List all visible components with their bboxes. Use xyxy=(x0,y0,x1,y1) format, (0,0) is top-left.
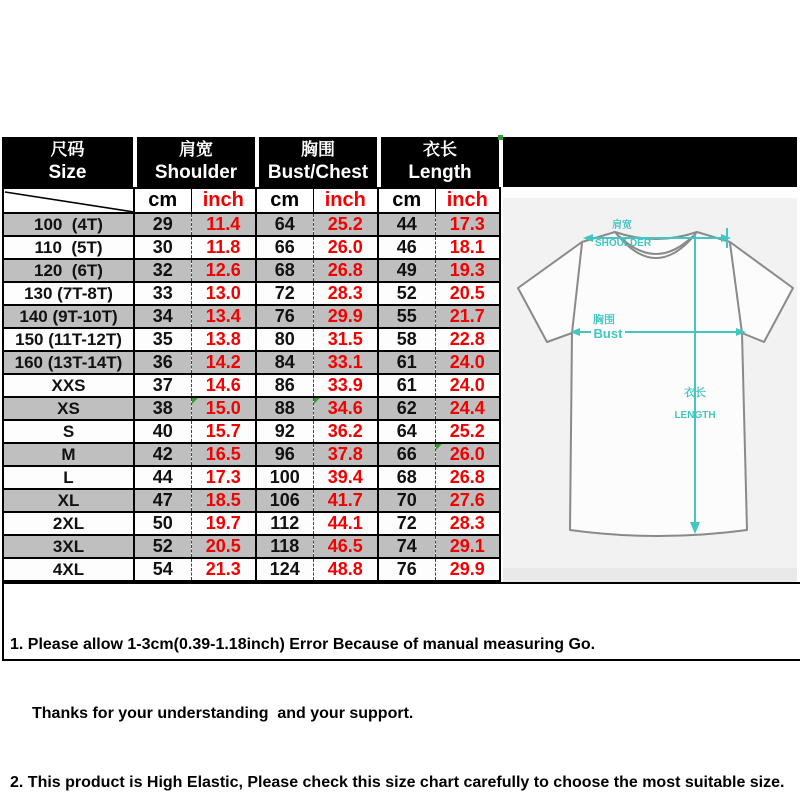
bust-cm-cell: 118 xyxy=(256,535,313,558)
length-cm-cell: 46 xyxy=(378,236,435,259)
size-cell: S xyxy=(3,420,134,443)
shoulder-cm-cell: 42 xyxy=(134,443,191,466)
size-table xyxy=(2,187,501,582)
table-row xyxy=(3,535,500,558)
unit-cm-cell: cm xyxy=(378,188,435,213)
length-inch-cell: 17.3 xyxy=(435,213,500,236)
bust-inch-cell: 46.5 xyxy=(313,535,378,558)
length-inch-cell: 28.3 xyxy=(435,512,500,535)
shoulder-cm-cell: 37 xyxy=(134,374,191,397)
length-cm-cell: 76 xyxy=(378,558,435,581)
length-inch-cell: 26.8 xyxy=(435,466,500,489)
shoulder-label-en: SHOULDER xyxy=(594,238,652,249)
length-cm-cell: 61 xyxy=(378,374,435,397)
table-row xyxy=(3,236,500,259)
size-cell: 2XL xyxy=(3,512,134,535)
shoulder-inch-cell: 11.8 xyxy=(191,236,256,259)
bust-inch-cell: 33.1 xyxy=(313,351,378,374)
table-row xyxy=(3,397,500,420)
length-cm-cell: 52 xyxy=(378,282,435,305)
shoulder-cm-cell: 32 xyxy=(134,259,191,282)
length-inch-cell: 29.1 xyxy=(435,535,500,558)
length-label-en: LENGTH xyxy=(674,410,716,421)
notes-box xyxy=(2,582,800,791)
bust-inch-cell: 34.6 xyxy=(313,397,378,420)
length-inch-cell: 29.9 xyxy=(435,558,500,581)
length-cm-cell: 68 xyxy=(378,466,435,489)
note-line-3: 2. This product is High Elastic, Please check this size chart carefully to choose the most suitable size. xyxy=(10,774,785,791)
bust-cm-cell: 80 xyxy=(256,328,313,351)
tshirt-outline xyxy=(518,232,793,536)
bust-cm-cell: 100 xyxy=(256,466,313,489)
shoulder-cm-cell: 44 xyxy=(134,466,191,489)
bust-inch-cell: 41.7 xyxy=(313,489,378,512)
column-header-shoulder xyxy=(137,137,255,187)
size-cell: 150 (11T-12T) xyxy=(3,328,134,351)
column-header-length xyxy=(381,137,499,187)
diagram-panel xyxy=(503,198,797,582)
size-cell: XS xyxy=(3,397,134,420)
table-row xyxy=(3,282,500,305)
bust-label-en: Bust xyxy=(593,326,623,341)
bust-cm-cell: 72 xyxy=(256,282,313,305)
bust-inch-cell: 25.2 xyxy=(313,213,378,236)
bust-inch-cell: 37.8 xyxy=(313,443,378,466)
shoulder-inch-cell: 15.0 xyxy=(191,397,256,420)
size-cell: 100 (4T) xyxy=(3,213,134,236)
length-inch-cell: 26.0 xyxy=(435,443,500,466)
header-divider xyxy=(499,137,503,187)
shoulder-inch-cell: 13.8 xyxy=(191,328,256,351)
bust-inch-cell: 31.5 xyxy=(313,328,378,351)
bust-cm-cell: 112 xyxy=(256,512,313,535)
bust-label-en: Bust/Chest xyxy=(267,161,369,183)
bust-inch-cell: 29.9 xyxy=(313,305,378,328)
column-header-size xyxy=(2,137,133,187)
shoulder-inch-cell: 18.5 xyxy=(191,489,256,512)
table-row xyxy=(3,305,500,328)
table-row xyxy=(3,328,500,351)
size-cell: 3XL xyxy=(3,535,134,558)
length-cm-cell: 70 xyxy=(378,489,435,512)
shoulder-inch-cell: 17.3 xyxy=(191,466,256,489)
shoulder-cm-cell: 30 xyxy=(134,236,191,259)
bust-label-zh: 胸围 xyxy=(301,139,335,159)
size-cell: M xyxy=(3,443,134,466)
note-line-1: 1. Please allow 1-3cm(0.39-1.18inch) Error Because of manual measuring Go. xyxy=(10,636,596,653)
shoulder-inch-cell: 12.6 xyxy=(191,259,256,282)
size-cell: XL xyxy=(3,489,134,512)
bust-cm-cell: 106 xyxy=(256,489,313,512)
length-inch-cell: 25.2 xyxy=(435,420,500,443)
size-cell: 160 (13T-14T) xyxy=(3,351,134,374)
shoulder-inch-cell: 15.7 xyxy=(191,420,256,443)
table-row xyxy=(3,259,500,282)
length-cm-cell: 62 xyxy=(378,397,435,420)
bust-inch-cell: 26.8 xyxy=(313,259,378,282)
shoulder-inch-cell: 20.5 xyxy=(191,535,256,558)
bust-cm-cell: 84 xyxy=(256,351,313,374)
shoulder-inch-cell: 13.0 xyxy=(191,282,256,305)
size-cell: 4XL xyxy=(3,558,134,581)
green-tick-mark xyxy=(498,135,503,140)
tshirt-diagram xyxy=(503,198,797,582)
shoulder-label-zh: 肩宽 xyxy=(612,220,632,231)
length-inch-cell: 22.8 xyxy=(435,328,500,351)
length-cm-cell: 64 xyxy=(378,420,435,443)
bust-cm-cell: 92 xyxy=(256,420,313,443)
length-inch-cell: 27.6 xyxy=(435,489,500,512)
bust-cm-cell: 64 xyxy=(256,213,313,236)
shoulder-inch-cell: 19.7 xyxy=(191,512,256,535)
shoulder-label-zh: 肩宽 xyxy=(179,139,213,159)
length-cm-cell: 66 xyxy=(378,443,435,466)
length-inch-cell: 19.3 xyxy=(435,259,500,282)
shoulder-cm-cell: 35 xyxy=(134,328,191,351)
table-row xyxy=(3,443,500,466)
length-inch-cell: 24.0 xyxy=(435,351,500,374)
unit-inch-cell: inch xyxy=(313,188,378,213)
shoulder-cm-cell: 54 xyxy=(134,558,191,581)
shoulder-inch-cell: 21.3 xyxy=(191,558,256,581)
shoulder-cm-cell: 38 xyxy=(134,397,191,420)
diagonal-cell xyxy=(3,188,134,213)
length-inch-cell: 18.1 xyxy=(435,236,500,259)
shoulder-inch-cell: 13.4 xyxy=(191,305,256,328)
length-inch-cell: 21.7 xyxy=(435,305,500,328)
bust-inch-cell: 36.2 xyxy=(313,420,378,443)
bust-cm-cell: 86 xyxy=(256,374,313,397)
size-cell: XXS xyxy=(3,374,134,397)
length-label-zh: 衣长 xyxy=(684,387,706,399)
note-line-2: Thanks for your understanding and your support. xyxy=(32,705,414,722)
size-label-en: Size xyxy=(48,161,87,183)
bust-inch-cell: 33.9 xyxy=(313,374,378,397)
bust-cm-cell: 88 xyxy=(256,397,313,420)
bust-cm-cell: 68 xyxy=(256,259,313,282)
table-row xyxy=(3,213,500,236)
length-cm-cell: 58 xyxy=(378,328,435,351)
shoulder-cm-cell: 52 xyxy=(134,535,191,558)
length-inch-cell: 24.0 xyxy=(435,374,500,397)
bust-inch-cell: 26.0 xyxy=(313,236,378,259)
bust-label-zh: 胸围 xyxy=(593,314,615,326)
shoulder-label-en: Shoulder xyxy=(154,161,238,183)
bust-inch-cell: 28.3 xyxy=(313,282,378,305)
bust-cm-cell: 66 xyxy=(256,236,313,259)
table-row xyxy=(3,374,500,397)
shoulder-cm-cell: 40 xyxy=(134,420,191,443)
bust-cm-cell: 124 xyxy=(256,558,313,581)
unit-inch-cell: inch xyxy=(191,188,256,213)
shoulder-cm-cell: 34 xyxy=(134,305,191,328)
size-cell: 130 (7T-8T) xyxy=(3,282,134,305)
length-cm-cell: 55 xyxy=(378,305,435,328)
unit-cm-cell: cm xyxy=(256,188,313,213)
size-cell: 140 (9T-10T) xyxy=(3,305,134,328)
column-header-bust xyxy=(259,137,377,187)
size-cell: L xyxy=(3,466,134,489)
table-row xyxy=(3,466,500,489)
unit-inch-cell: inch xyxy=(435,188,500,213)
shoulder-cm-cell: 33 xyxy=(134,282,191,305)
length-cm-cell: 49 xyxy=(378,259,435,282)
shoulder-cm-cell: 47 xyxy=(134,489,191,512)
length-inch-cell: 24.4 xyxy=(435,397,500,420)
shoulder-cm-cell: 36 xyxy=(134,351,191,374)
bust-cm-cell: 96 xyxy=(256,443,313,466)
unit-row xyxy=(3,188,500,213)
length-label-en: Length xyxy=(408,161,472,183)
size-cell: 110 (5T) xyxy=(3,236,134,259)
table-row xyxy=(3,512,500,535)
shoulder-inch-cell: 11.4 xyxy=(191,213,256,236)
unit-cm-cell: cm xyxy=(134,188,191,213)
bust-inch-cell: 44.1 xyxy=(313,512,378,535)
shoulder-inch-cell: 14.2 xyxy=(191,351,256,374)
shoulder-inch-cell: 14.6 xyxy=(191,374,256,397)
shoulder-cm-cell: 50 xyxy=(134,512,191,535)
bust-inch-cell: 39.4 xyxy=(313,466,378,489)
table-row xyxy=(3,489,500,512)
length-cm-cell: 72 xyxy=(378,512,435,535)
shoulder-inch-cell: 16.5 xyxy=(191,443,256,466)
table-row xyxy=(3,420,500,443)
table-header-band xyxy=(2,137,797,187)
length-inch-cell: 20.5 xyxy=(435,282,500,305)
bust-cm-cell: 76 xyxy=(256,305,313,328)
size-label-zh: 尺码 xyxy=(50,139,85,159)
table-row xyxy=(3,351,500,374)
length-label-zh: 衣长 xyxy=(423,139,457,159)
table-row xyxy=(3,558,500,581)
length-cm-cell: 44 xyxy=(378,213,435,236)
shoulder-cm-cell: 29 xyxy=(134,213,191,236)
length-cm-cell: 74 xyxy=(378,535,435,558)
length-cm-cell: 61 xyxy=(378,351,435,374)
bust-inch-cell: 48.8 xyxy=(313,558,378,581)
size-cell: 120 (6T) xyxy=(3,259,134,282)
diagonal-line xyxy=(4,189,134,213)
